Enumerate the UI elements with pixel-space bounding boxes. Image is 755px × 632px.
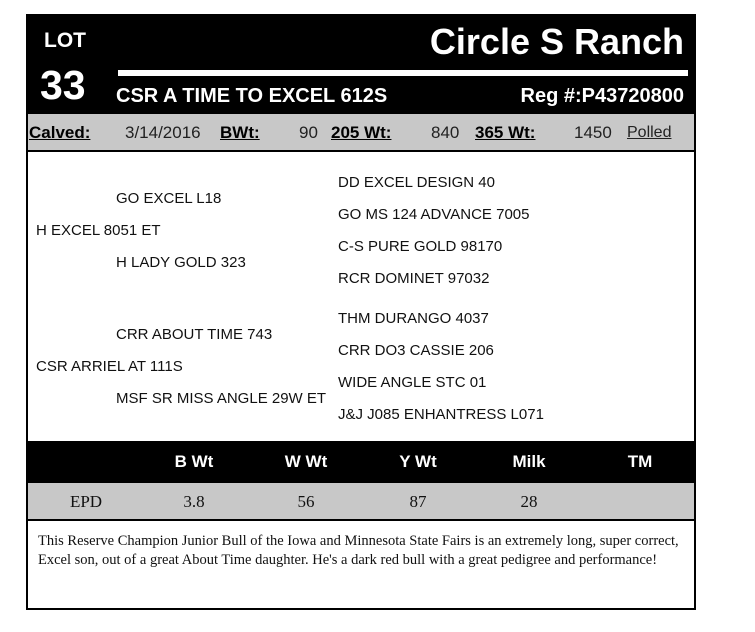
epd-header-tm: TM [627, 452, 653, 471]
performance-row [28, 114, 694, 152]
epd-header-wwt: W Wt [284, 452, 328, 471]
sire-dam-sire: C-S PURE GOLD 98170 [338, 238, 503, 255]
lot-card [26, 14, 696, 610]
dam-sire-sire: THM DURANGO 4037 [338, 310, 489, 327]
dam-dam: MSF SR MISS ANGLE 29W ET [116, 390, 327, 407]
lot-label: LOT [44, 29, 86, 52]
epd-value-milk: 28 [520, 492, 538, 511]
epd-header-bwt: B Wt [174, 452, 214, 471]
sire-sire-dam: GO MS 124 ADVANCE 7005 [338, 206, 530, 223]
dam: CSR ARRIEL AT 111S [36, 358, 183, 375]
dam-dam-dam: J&J J085 ENHANTRESS L071 [338, 406, 544, 423]
epd-value-wwt: 56 [297, 492, 315, 511]
epd-header-milk: Milk [512, 452, 546, 471]
lot-description: This Reserve Champion Junior Bull of the Iowa and Minnesota State Fairs is an extremely long, super correct, Excel son, out of a great About Time daughter. He's a dark red bull with a great pedigree and performance! [38, 533, 679, 568]
epd-value-bwt: 3.8 [183, 492, 205, 511]
bwt-label: BWt: [220, 123, 260, 142]
polled-link[interactable]: Polled [627, 124, 672, 141]
wt205-value: 840 [431, 123, 460, 142]
dam-sire-dam: CRR DO3 CASSIE 206 [338, 342, 494, 359]
ranch-name: Circle S Ranch [429, 21, 684, 62]
dam-sire: CRR ABOUT TIME 743 [116, 326, 273, 343]
epd-row-label: EPD [69, 492, 103, 511]
epd-value-ywt: 87 [409, 492, 427, 511]
sire-dam-dam: RCR DOMINET 97032 [338, 270, 490, 287]
lot-number: 33 [40, 62, 86, 108]
wt365-label: 365 Wt: [475, 123, 536, 142]
header-divider [118, 70, 688, 76]
sire: H EXCEL 8051 ET [36, 222, 161, 239]
calved-value: 3/14/2016 [125, 123, 201, 142]
epd-header-row [28, 441, 694, 483]
registration-number: Reg #:P43720800 [520, 85, 684, 107]
dam-dam-sire: WIDE ANGLE STC 01 [338, 374, 487, 391]
sire-sire-sire: DD EXCEL DESIGN 40 [338, 174, 495, 191]
epd-header-ywt: Y Wt [399, 452, 437, 471]
bull-name: CSR A TIME TO EXCEL 612S [116, 85, 388, 107]
bwt-value: 90 [299, 123, 318, 142]
sire-dam: H LADY GOLD 323 [116, 254, 246, 271]
lot-header [28, 16, 694, 114]
calved-label: Calved: [29, 123, 91, 142]
wt205-label: 205 Wt: [331, 123, 392, 142]
wt365-value: 1450 [574, 123, 612, 142]
sire-sire: GO EXCEL L18 [116, 190, 222, 207]
epd-values-row [28, 483, 694, 521]
